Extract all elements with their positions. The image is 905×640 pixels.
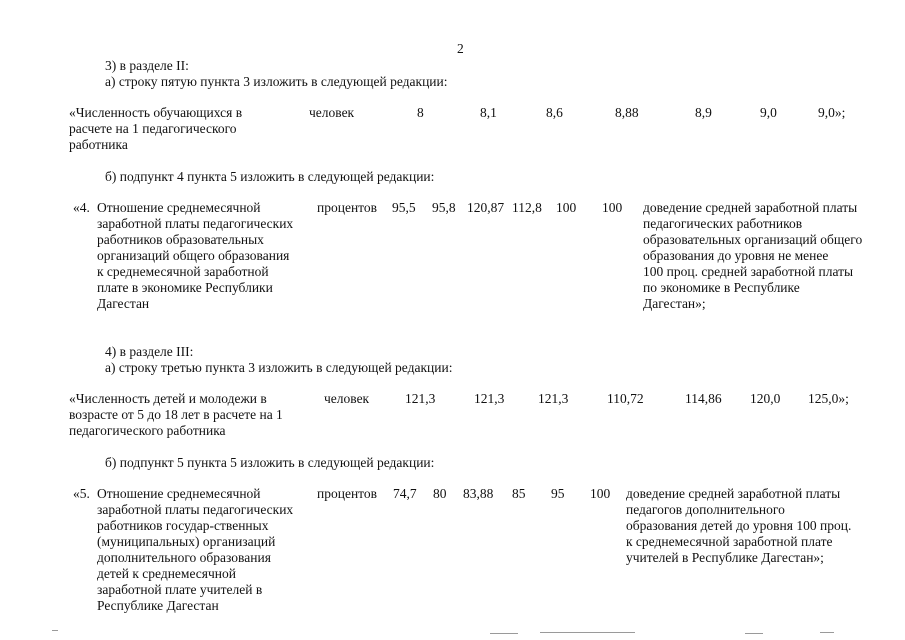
item-5-value: 74,7 (393, 486, 417, 501)
scan-artifact (540, 632, 635, 633)
item-4-label: Отношение среднемесячной заработной платы педагогических работников образовательных организаций общего образования к среднемесячной заработной плате в экономике Республики Дагестан (97, 200, 294, 311)
item-5-value: 80 (433, 486, 447, 501)
scan-artifact (820, 632, 834, 633)
item-5-label: Отношение среднемесячной заработной платы педагогических работников государ-ственных (муниципальных) организаций дополнительного образования детей к среднемесячной заработной плате учителей в Республике Дагестан (97, 486, 294, 613)
item-4-unit: процентов (317, 200, 378, 215)
section-2-row-value: 8,88 (615, 105, 639, 120)
item-4-value: 100 (556, 200, 577, 215)
section-2-row-label: «Численность обучающихся в расчете на 1 педагогического работника (69, 105, 243, 152)
section-2-row-value: 9,0»; (818, 105, 846, 120)
section-2-heading: 3) в разделе II: (105, 58, 189, 73)
section-3-row-unit: человек (324, 391, 370, 406)
section-3-subitem-a: а) строку третью пункта 3 изложить в следующей редакции: (105, 360, 453, 375)
item-4-note: доведение средней заработной платы педагогических работников образовательных организаций общего образования до уровня не менее 100 проц. средней заработной платы по экономике в Республике Дагестан»; (643, 200, 863, 311)
item-4-value: 112,8 (512, 200, 542, 215)
page-number: 2 (457, 41, 464, 56)
section-2-row-unit: человек (309, 105, 355, 120)
section-3-row-value: 121,3 (474, 391, 505, 406)
section-2-subitem-b: б) подпункт 4 пункта 5 изложить в следующей редакции: (105, 169, 435, 184)
section-3-heading: 4) в разделе III: (105, 344, 194, 359)
item-5-value: 85 (512, 486, 526, 501)
section-2-row-value: 8,9 (695, 105, 712, 120)
section-3-row-value: 114,86 (685, 391, 722, 406)
item-4-number: «4. (73, 200, 90, 215)
scan-artifact (745, 633, 763, 634)
item-5-value: 95 (551, 486, 565, 501)
section-3-row-value: 121,3 (538, 391, 569, 406)
section-3-row-value: 125,0»; (808, 391, 849, 406)
scan-artifact (52, 630, 58, 631)
section-2-subitem-a: а) строку пятую пункта 3 изложить в следующей редакции: (105, 74, 448, 89)
item-4-value: 95,5 (392, 200, 416, 215)
section-3-row-value: 120,0 (750, 391, 781, 406)
item-5-number: «5. (73, 486, 90, 501)
section-2-row-value: 9,0 (760, 105, 777, 120)
section-3-row-value: 110,72 (607, 391, 644, 406)
item-5-note: доведение средней заработной платы педагогов дополнительного образования детей до уровня 100 проц. к среднемесячной заработной плате учителей в Республике Дагестан»; (626, 486, 852, 565)
item-5-value: 100 (590, 486, 611, 501)
item-4-value: 100 (602, 200, 623, 215)
item-5-unit: процентов (317, 486, 378, 501)
section-3-row-value: 121,3 (405, 391, 436, 406)
item-5-value: 83,88 (463, 486, 494, 501)
section-3-row-label: «Численность детей и молодежи в возрасте от 5 до 18 лет в расчете на 1 педагогического работника (69, 391, 283, 438)
section-3-subitem-b: б) подпункт 5 пункта 5 изложить в следующей редакции: (105, 455, 435, 470)
scan-artifact (490, 633, 518, 634)
item-4-value: 120,87 (467, 200, 505, 215)
section-2-row-value: 8 (417, 105, 424, 120)
section-2-row-value: 8,6 (546, 105, 563, 120)
item-4-value: 95,8 (432, 200, 456, 215)
section-2-row-value: 8,1 (480, 105, 497, 120)
